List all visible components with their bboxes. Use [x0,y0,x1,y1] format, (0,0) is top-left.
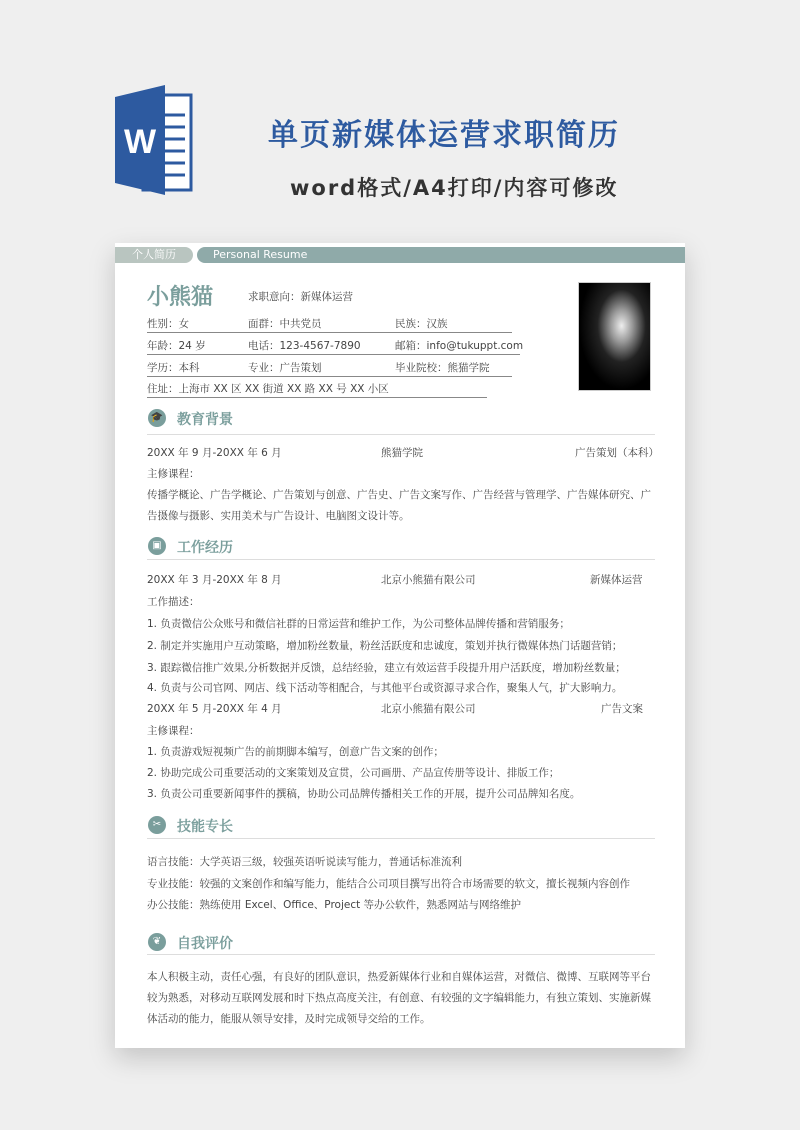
tab-personal-resume-cn: 个人简历 [115,247,193,263]
job-item: 2. 协助完成公司重要活动的文案策划及宣贯，公司画册、产品宣传册等设计、排版工作； [147,767,560,779]
info-major: 专业：广告策划 [248,362,322,374]
job-item: 3. 负责公司重要新闻事件的撰稿，协助公司品牌传播相关工作的开展，提升公司品牌知名度。 [147,788,581,800]
self-eval-line: 较为熟悉，对移动互联网发展和时下热点高度关注，有创意、有较强的文字编辑能力，有独立策划、实施新媒 [147,992,651,1004]
edu-courses-label: 主修课程： [147,468,200,480]
leaf-icon: ❦ [148,933,166,951]
section-title-education: 教育背景 [177,412,233,428]
info-gender: 性别：女 [147,318,189,330]
job-item: 3. 跟踪微信推广效果,分析数据并反馈，总结经验，建立有效运营手段提升用户活跃度，增加粉丝数量； [147,662,626,674]
graduation-cap-icon: 🎓 [148,409,166,427]
job-item: 1. 负责微信公众账号和微信社群的日常运营和维护工作，为公司整体品牌传播和营销服务； [147,618,570,630]
skill-item: 语言技能：大学英语三级，较强英语听说读写能力，普通话标准流利 [147,856,462,868]
job-company: 北京小熊猫有限公司 [381,574,476,586]
edu-courses-line: 告摄像与摄影、实用美术与广告设计、电脑图文设计等。 [147,510,410,522]
job-period: 20XX 年 3 月-20XX 年 8 月 [147,574,282,586]
info-phone: 电话：123-4567-7890 [248,340,361,352]
tools-icon: ✂ [148,816,166,834]
banner-subtitle: word格式/A4打印/内容可修改 [290,176,619,200]
candidate-name: 小熊猫 [147,285,214,310]
edu-school: 熊猫学院 [381,447,423,459]
edu-major: 广告策划（本科） [575,447,659,459]
job-period: 20XX 年 5 月-20XX 年 4 月 [147,703,282,715]
job-desc-label: 工作描述： [147,596,200,608]
self-eval-line: 本人积极主动，责任心强，有良好的团队意识，热爱新媒体行业和自媒体运营，对微信、微博、互联网等平台 [147,971,651,983]
skill-item: 专业技能：较强的文案创作和编写能力，能结合公司项目撰写出符合市场需要的软文，擅长视频内容创作 [147,878,630,890]
edu-courses-line: 传播学概论、广告学概论、广告策划与创意、广告史、广告文案写作、广告经营与管理学、广告媒体研究、广 [147,489,651,501]
info-education: 学历：本科 [147,362,200,374]
self-eval-line: 体活动的能力，能服从领导安排，及时完成领导交给的工作。 [147,1013,431,1025]
info-age: 年龄：24 岁 [147,340,206,352]
info-political: 面群：中共党员 [248,318,322,330]
section-title-self: 自我评价 [177,936,233,952]
job-role: 广告文案 [601,703,643,715]
word-icon [115,85,195,195]
profile-photo [578,282,651,391]
job-objective: 求职意向：新媒体运营 [248,291,353,303]
tab-personal-resume-en: Personal Resume [197,247,685,263]
briefcase-icon: ▣ [148,537,166,555]
job-item: 2. 制定并实施用户互动策略，增加粉丝数量，粉丝活跃度和忠诚度，策划并执行微媒体热门话题营销； [147,640,623,652]
job-desc-label: 主修课程： [147,725,200,737]
job-item: 1. 负责游戏短视频广告的前期脚本编写，创意广告文案的创作； [147,746,444,758]
info-school: 毕业院校：熊猫学院 [395,362,490,374]
section-title-skills: 技能专长 [177,819,233,835]
info-email: 邮箱：info@tukuppt.com [395,340,524,352]
info-address: 住址：上海市 XX 区 XX 街道 XX 路 XX 号 XX 小区 [147,383,389,395]
skill-item: 办公技能：熟练使用 Excel、Office、Project 等办公软件，熟悉网站与网络维护 [147,899,522,911]
job-item: 4. 负责与公司官网、网店、线下活动等相配合，与其他平台或资源寻求合作，聚集人气，扩大影响力。 [147,682,623,694]
svg-text:W: W [123,123,157,161]
section-title-work: 工作经历 [177,540,233,556]
job-role: 新媒体运营 [590,574,643,586]
info-ethnicity: 民族：汉族 [395,318,448,330]
job-company: 北京小熊猫有限公司 [381,703,476,715]
edu-period: 20XX 年 9 月-20XX 年 6 月 [147,447,282,459]
banner-title: 单页新媒体运营求职简历 [268,118,620,153]
resume-page [115,243,685,1048]
